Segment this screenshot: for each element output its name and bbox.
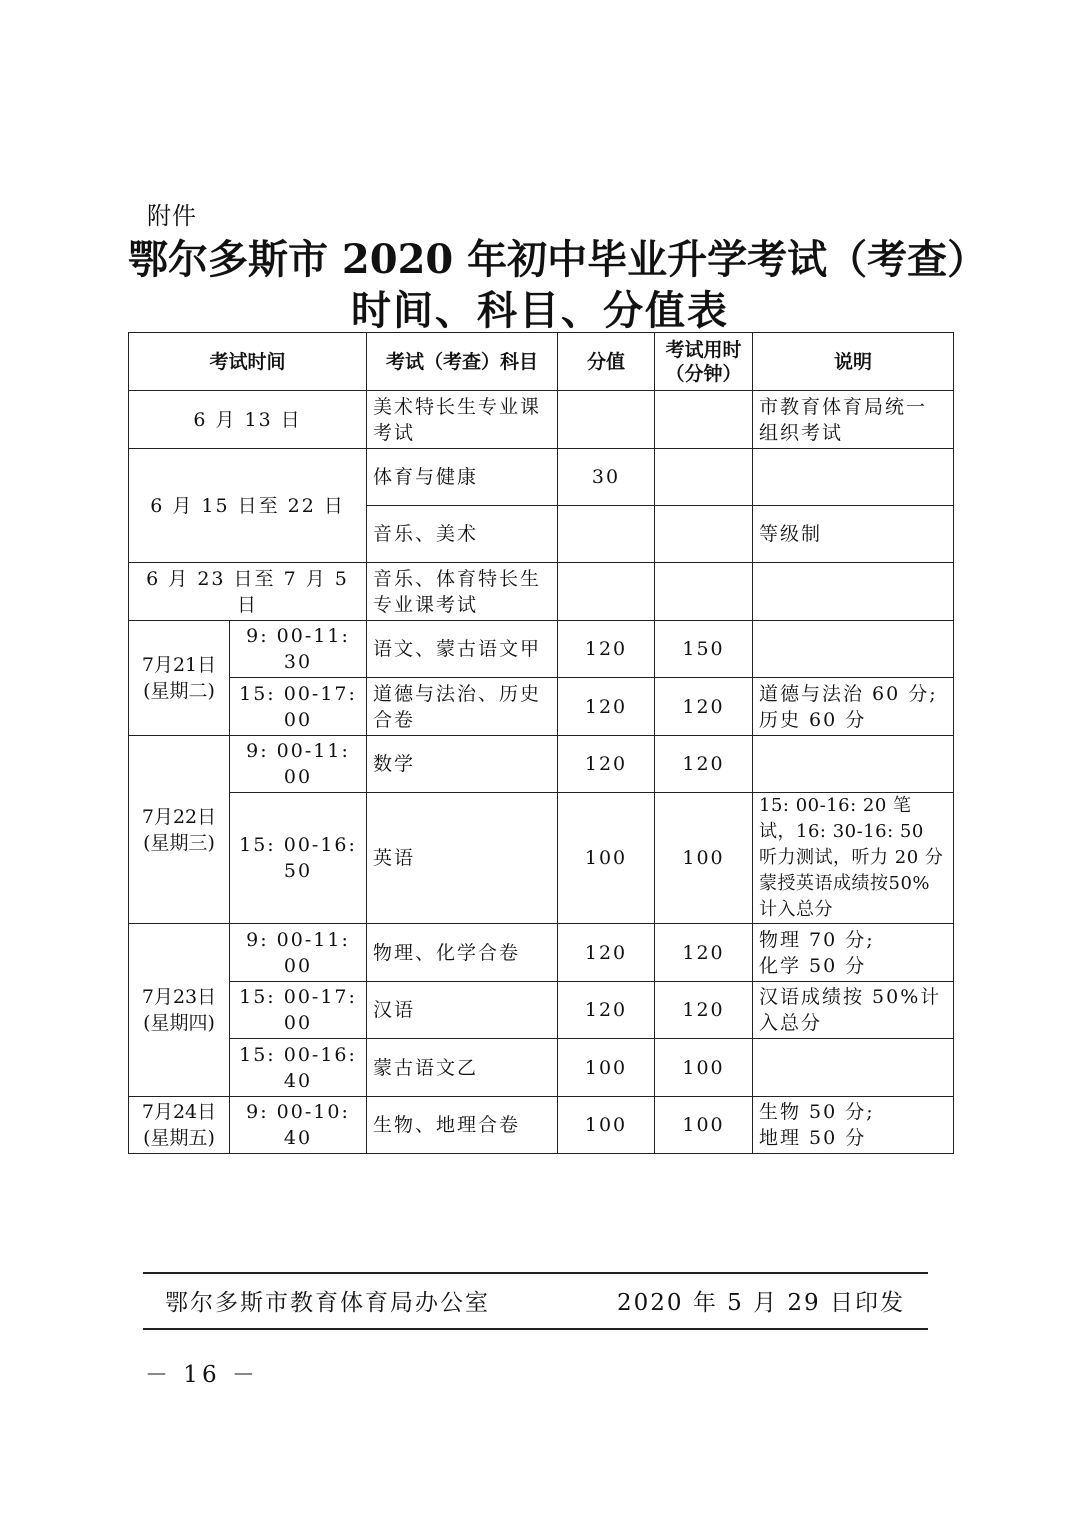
cell-date: 6 月 23 日至 7 月 5 日 xyxy=(129,563,367,621)
note-line: 道德与法治 60 分; xyxy=(759,682,938,705)
cell-score: 120 xyxy=(558,924,655,982)
cell-note xyxy=(753,1097,954,1154)
cell-subject: 体育与健康 xyxy=(367,449,558,506)
cell-score: 120 xyxy=(558,621,655,678)
cell-subject: 音乐、美术 xyxy=(367,506,558,563)
cell-time: 9: 00-11: 30 xyxy=(230,621,367,678)
cell-day xyxy=(129,736,230,924)
cell-day xyxy=(129,924,230,1097)
note-line: 物理 70 分; xyxy=(759,928,875,951)
cell-note xyxy=(753,449,954,506)
header-duration xyxy=(655,333,753,391)
note-line: 地理 50 分 xyxy=(759,1127,867,1149)
day-date: 7月22日 xyxy=(141,805,217,828)
table-row xyxy=(129,1097,954,1154)
day-weekday: (星期四) xyxy=(143,1012,215,1034)
cell-duration: 120 xyxy=(655,736,753,793)
cell-score: 100 xyxy=(558,1097,655,1154)
cell-subject: 美术特长生专业课考试 xyxy=(367,391,558,449)
cell-duration: 100 xyxy=(655,1039,753,1097)
day-weekday: (星期二) xyxy=(143,680,215,702)
cell-duration: 100 xyxy=(655,1097,753,1154)
cell-time: 15: 00-16: 40 xyxy=(230,1039,367,1097)
cell-note: 15: 00-16: 20 笔试，16: 30-16: 50 听力测试，听力 20 分蒙授英语成绩按50%计入总分 xyxy=(753,793,954,924)
cell-duration: 120 xyxy=(655,678,753,736)
cell-day xyxy=(129,1097,230,1154)
table-row xyxy=(129,449,954,506)
table-row xyxy=(129,793,954,924)
table-row xyxy=(129,391,954,449)
note-line: 化学 50 分 xyxy=(759,954,867,977)
cell-note xyxy=(753,621,954,678)
cell-day xyxy=(129,621,230,736)
cell-duration xyxy=(655,506,753,563)
header-duration-line1: 考试用时 xyxy=(665,338,742,361)
cell-score xyxy=(558,506,655,563)
cell-subject: 道德与法治、历史合卷 xyxy=(367,678,558,736)
cell-subject: 蒙古语文乙 xyxy=(367,1039,558,1097)
footer-rule-top xyxy=(143,1272,928,1274)
cell-note xyxy=(753,924,954,982)
cell-subject: 数学 xyxy=(367,736,558,793)
document-title-line1: 鄂尔多斯市 2020 年初中毕业升学考试（考查） xyxy=(128,236,988,283)
cell-note: 等级制 xyxy=(753,506,954,563)
cell-time: 15: 00-17: 00 xyxy=(230,982,367,1039)
cell-time: 9: 00-11: 00 xyxy=(230,736,367,793)
footer-rule-bottom xyxy=(143,1328,928,1330)
day-weekday: (星期三) xyxy=(143,831,215,854)
cell-time: 9: 00-11: 00 xyxy=(230,924,367,982)
cell-subject: 英语 xyxy=(367,793,558,924)
cell-note xyxy=(753,736,954,793)
cell-time: 15: 00-16: 50 xyxy=(230,793,367,924)
cell-duration xyxy=(655,563,753,621)
cell-score xyxy=(558,391,655,449)
cell-duration: 100 xyxy=(655,793,753,924)
cell-score: 120 xyxy=(558,736,655,793)
cell-score: 100 xyxy=(558,1039,655,1097)
cell-note: 汉语成绩按 50%计入总分 xyxy=(753,982,954,1039)
header-score: 分值 xyxy=(558,333,655,391)
cell-date: 6 月 15 日至 22 日 xyxy=(129,449,367,563)
cell-duration xyxy=(655,391,753,449)
cell-subject: 物理、化学合卷 xyxy=(367,924,558,982)
cell-score: 100 xyxy=(558,793,655,924)
table-row xyxy=(129,563,954,621)
cell-duration: 120 xyxy=(655,982,753,1039)
cell-duration: 120 xyxy=(655,924,753,982)
cell-duration: 150 xyxy=(655,621,753,678)
cell-subject: 语文、蒙古语文甲 xyxy=(367,621,558,678)
day-date: 7月24日 xyxy=(141,1101,217,1123)
cell-score xyxy=(558,563,655,621)
header-duration-line2: （分钟） xyxy=(665,362,742,385)
cell-subject: 生物、地理合卷 xyxy=(367,1097,558,1154)
cell-subject: 汉语 xyxy=(367,982,558,1039)
table-row xyxy=(129,621,954,678)
table-header-row xyxy=(129,333,954,391)
cell-time: 15: 00-17: 00 xyxy=(230,678,367,736)
table-row xyxy=(129,982,954,1039)
table-row xyxy=(129,736,954,793)
page-number: － 16 － xyxy=(145,1362,259,1388)
note-line: 历史 60 分 xyxy=(759,708,867,731)
cell-note xyxy=(753,1039,954,1097)
day-date: 7月21日 xyxy=(141,654,217,676)
cell-note: 市教育体育局统一组织考试 xyxy=(753,391,954,449)
exam-schedule-table xyxy=(128,332,954,1154)
day-weekday: (星期五) xyxy=(143,1127,215,1149)
cell-date: 6 月 13 日 xyxy=(129,391,367,449)
document-title-line2: 时间、科目、分值表 xyxy=(351,287,729,334)
day-date: 7月23日 xyxy=(141,986,217,1008)
cell-time: 9: 00-10: 40 xyxy=(230,1097,367,1154)
footer-issue-date: 2020 年 5 月 29 日印发 xyxy=(617,1290,905,1316)
cell-score: 30 xyxy=(558,449,655,506)
table-row xyxy=(129,924,954,982)
table-row xyxy=(129,678,954,736)
cell-score: 120 xyxy=(558,982,655,1039)
table-row xyxy=(129,1039,954,1097)
note-line: 生物 50 分; xyxy=(759,1101,875,1123)
header-time: 考试时间 xyxy=(129,333,367,391)
footer-issuer: 鄂尔多斯市教育体育局办公室 xyxy=(165,1290,490,1316)
cell-note xyxy=(753,563,954,621)
header-note: 说明 xyxy=(753,333,954,391)
cell-score: 120 xyxy=(558,678,655,736)
cell-duration xyxy=(655,449,753,506)
cell-subject: 音乐、体育特长生专业课考试 xyxy=(367,563,558,621)
cell-note xyxy=(753,678,954,736)
header-subject: 考试（考查）科目 xyxy=(367,333,558,391)
attachment-label: 附件 xyxy=(147,202,197,230)
